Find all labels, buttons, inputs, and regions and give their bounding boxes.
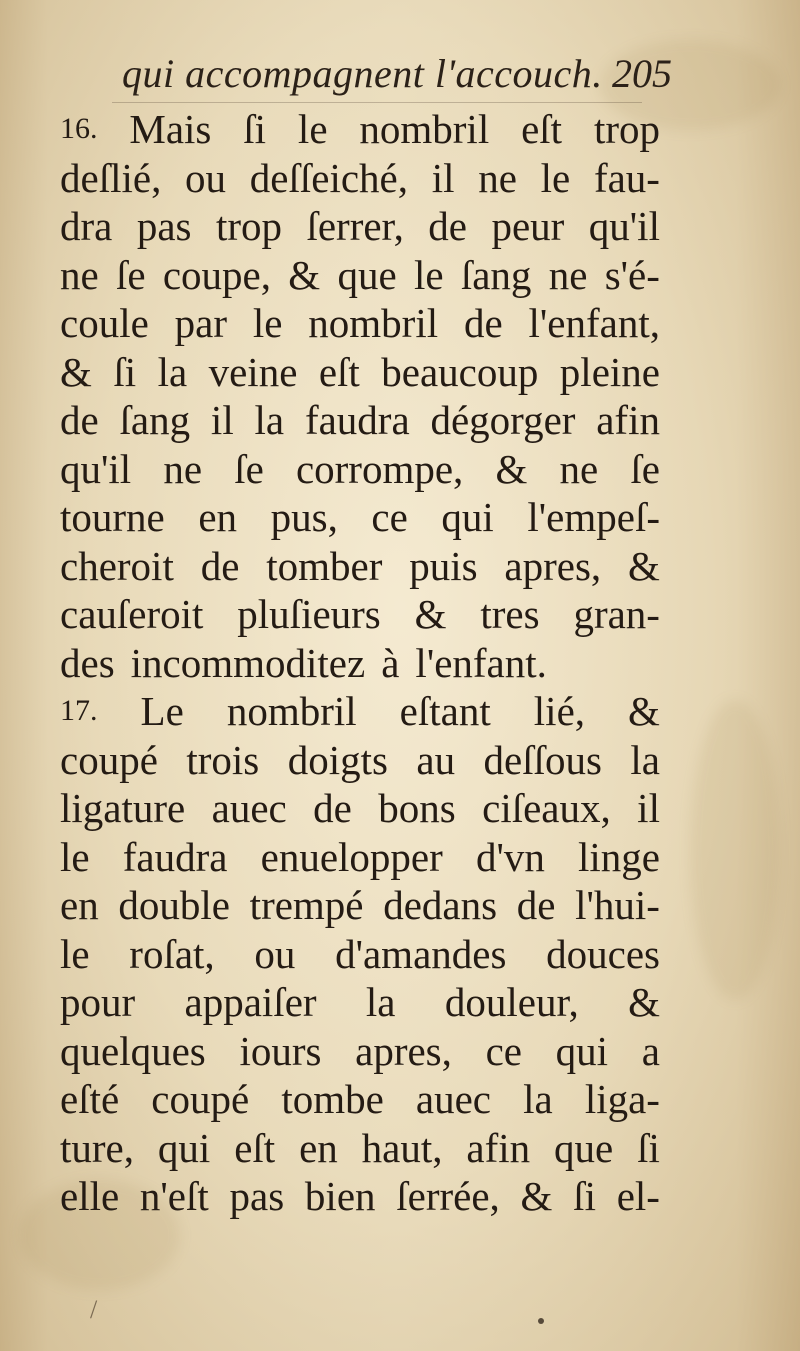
word: le <box>297 106 328 152</box>
word: la <box>523 1076 553 1122</box>
word: & <box>628 688 660 734</box>
word: ce <box>371 494 408 540</box>
word: haut, <box>361 1124 443 1171</box>
word: enuelopper <box>260 833 443 880</box>
word: qu'il <box>60 445 132 492</box>
word: corrompe, <box>295 445 464 492</box>
word: trop <box>593 106 660 152</box>
text-line <box>60 105 660 154</box>
word: de <box>463 300 503 346</box>
word: ſang <box>460 251 532 298</box>
text-line <box>60 299 660 348</box>
ink-dot <box>538 1318 544 1324</box>
word: ſi <box>113 348 137 395</box>
text-line <box>60 930 660 979</box>
word: pleine <box>559 348 660 395</box>
word: il <box>210 397 234 443</box>
word: 16. <box>60 112 98 145</box>
text-line <box>60 1172 660 1221</box>
word: ne <box>478 154 517 201</box>
word: d'amandes <box>335 930 507 977</box>
word: puis <box>409 542 478 589</box>
word: l'enfant. <box>415 639 547 686</box>
word: Le <box>140 688 184 734</box>
word: le <box>252 300 283 346</box>
word: eſté <box>60 1076 120 1122</box>
word: trois <box>186 736 260 783</box>
word: faudra <box>122 833 228 880</box>
word: 17. <box>60 694 98 727</box>
word: & <box>520 1173 553 1219</box>
word: apres, <box>504 542 602 589</box>
word: ne <box>163 445 203 492</box>
word: tres <box>480 591 540 637</box>
text-line <box>60 445 660 494</box>
word: ſerrer, <box>306 203 404 249</box>
word: peur <box>491 203 565 249</box>
text-line <box>60 881 660 930</box>
word: el- <box>616 1173 660 1219</box>
word: l'empeſ- <box>527 494 660 540</box>
word: à <box>381 639 400 686</box>
word: apres, <box>355 1027 452 1074</box>
word: ſi <box>243 106 267 152</box>
word: l'enfant, <box>528 300 660 346</box>
word: doigts <box>287 736 388 783</box>
word: gran- <box>573 591 660 637</box>
text-line <box>60 202 660 251</box>
word: de <box>313 785 352 831</box>
word: appaiſer <box>184 979 317 1025</box>
word: & <box>414 591 447 637</box>
word: Mais <box>129 106 212 152</box>
word: ou <box>185 154 227 201</box>
word: ne <box>548 251 588 298</box>
word: coupé <box>60 736 158 783</box>
page-number: 205 <box>612 51 672 96</box>
text-line <box>60 1075 660 1124</box>
word: tomber <box>266 542 383 589</box>
word: douleur, <box>444 979 579 1025</box>
word: & <box>60 348 92 395</box>
text-line <box>60 493 660 542</box>
text-line <box>60 687 660 736</box>
word: nombril <box>359 106 490 152</box>
word: ſerrée, <box>396 1173 500 1219</box>
word: le <box>60 833 90 880</box>
word: eſt <box>521 106 563 152</box>
word: en <box>60 882 99 928</box>
word: coule <box>60 300 149 346</box>
word: cheroit <box>60 542 174 589</box>
word: dra <box>60 203 113 249</box>
word: coupé <box>151 1076 250 1122</box>
word: que <box>554 1124 614 1171</box>
word: il <box>431 154 455 201</box>
text-line <box>60 348 660 397</box>
text-line <box>60 542 660 591</box>
word: tombe <box>281 1076 384 1122</box>
word: le <box>540 154 571 201</box>
word: a <box>641 1027 660 1074</box>
word: eſtant <box>399 688 491 734</box>
word: le <box>60 930 90 977</box>
word: faudra <box>304 397 410 443</box>
word: deſſeiché, <box>249 154 408 201</box>
word: trop <box>215 203 282 249</box>
word: auec <box>211 785 287 831</box>
word: nombril <box>308 300 439 346</box>
word: elle <box>60 1173 120 1219</box>
word: que <box>337 251 397 298</box>
text-line <box>60 1027 660 1076</box>
word: ciſeaux, <box>482 785 611 831</box>
word: coupe, <box>162 251 272 298</box>
text-line <box>60 784 660 833</box>
word: ture, <box>60 1124 134 1171</box>
word: la <box>254 397 285 443</box>
text-line <box>60 978 660 1027</box>
word: ce <box>485 1027 522 1074</box>
body-text <box>60 105 660 1221</box>
word: de <box>516 882 556 928</box>
word: de <box>200 542 240 589</box>
word: fau- <box>593 154 660 201</box>
text-line <box>60 736 660 785</box>
word: s'é- <box>604 251 660 298</box>
word: de <box>428 203 467 249</box>
word: auec <box>415 1076 491 1122</box>
word: iours <box>239 1027 322 1074</box>
text-line <box>60 1124 660 1173</box>
word: qui <box>157 1124 211 1171</box>
word: qui <box>555 1027 609 1074</box>
word: dégorger <box>430 397 576 443</box>
word: nombril <box>226 688 357 734</box>
word: quelques <box>60 1027 206 1074</box>
word: roſat, <box>129 930 215 977</box>
word: pas <box>136 203 192 249</box>
word: ſe <box>115 251 146 298</box>
word: en <box>299 1124 338 1171</box>
word: pluſieurs <box>237 591 381 637</box>
text-line <box>60 396 660 445</box>
text-line <box>60 251 660 300</box>
word: des <box>60 639 115 686</box>
word: douces <box>546 930 660 977</box>
word: & <box>495 445 528 492</box>
word: au <box>416 736 456 783</box>
word: ſe <box>234 445 264 492</box>
word: ou <box>254 930 296 977</box>
text-line <box>60 590 660 639</box>
word: pus, <box>270 494 338 540</box>
word: liga- <box>584 1076 660 1122</box>
word: bien <box>304 1173 376 1219</box>
word: qu'il <box>588 203 660 249</box>
word: incommoditez <box>130 639 366 686</box>
text-line <box>60 833 660 882</box>
word: deſlié, <box>60 154 162 201</box>
word: double <box>118 882 230 928</box>
word: beaucoup <box>381 348 539 395</box>
ink-mark: / <box>90 1295 98 1324</box>
word: ne <box>60 251 99 298</box>
running-head: qui accompagnent l'accouch. <box>122 51 603 96</box>
word: ſe <box>630 445 660 492</box>
word: la <box>157 348 188 395</box>
word: il <box>637 785 660 831</box>
word: eſt <box>234 1124 276 1171</box>
word: la <box>365 979 396 1025</box>
word: pour <box>60 979 136 1025</box>
word: de <box>60 397 99 443</box>
text-line <box>60 639 660 688</box>
page-header <box>112 50 672 106</box>
word: bons <box>378 785 456 831</box>
word: ſi <box>637 1124 660 1171</box>
word: pas <box>229 1173 285 1219</box>
word: tourne <box>60 494 165 540</box>
word: & <box>628 542 660 589</box>
word: en <box>198 494 238 540</box>
word: la <box>630 736 660 783</box>
word: afin <box>596 397 660 443</box>
text-line <box>60 154 660 203</box>
word: dedans <box>383 882 498 928</box>
paper-stain <box>690 700 780 1000</box>
word: par <box>174 300 227 346</box>
word: ligature <box>60 785 186 831</box>
word: eſt <box>318 348 360 395</box>
word: ſi <box>573 1173 596 1219</box>
word: le <box>413 251 444 298</box>
word: ne <box>559 445 599 492</box>
word: d'vn <box>475 833 545 880</box>
word: cauſeroit <box>60 591 204 637</box>
word: deſſous <box>483 736 602 783</box>
word: lié, <box>533 688 586 734</box>
word: afin <box>466 1124 531 1171</box>
word: ſang <box>119 397 191 443</box>
word: linge <box>578 833 660 880</box>
header-rule <box>112 102 642 103</box>
word: n'eſt <box>139 1173 209 1219</box>
word: veine <box>208 348 298 395</box>
word: l'hui- <box>575 882 660 928</box>
word: & <box>288 251 321 298</box>
word: qui <box>441 494 494 540</box>
word: & <box>628 979 660 1025</box>
word: trempé <box>249 882 364 928</box>
